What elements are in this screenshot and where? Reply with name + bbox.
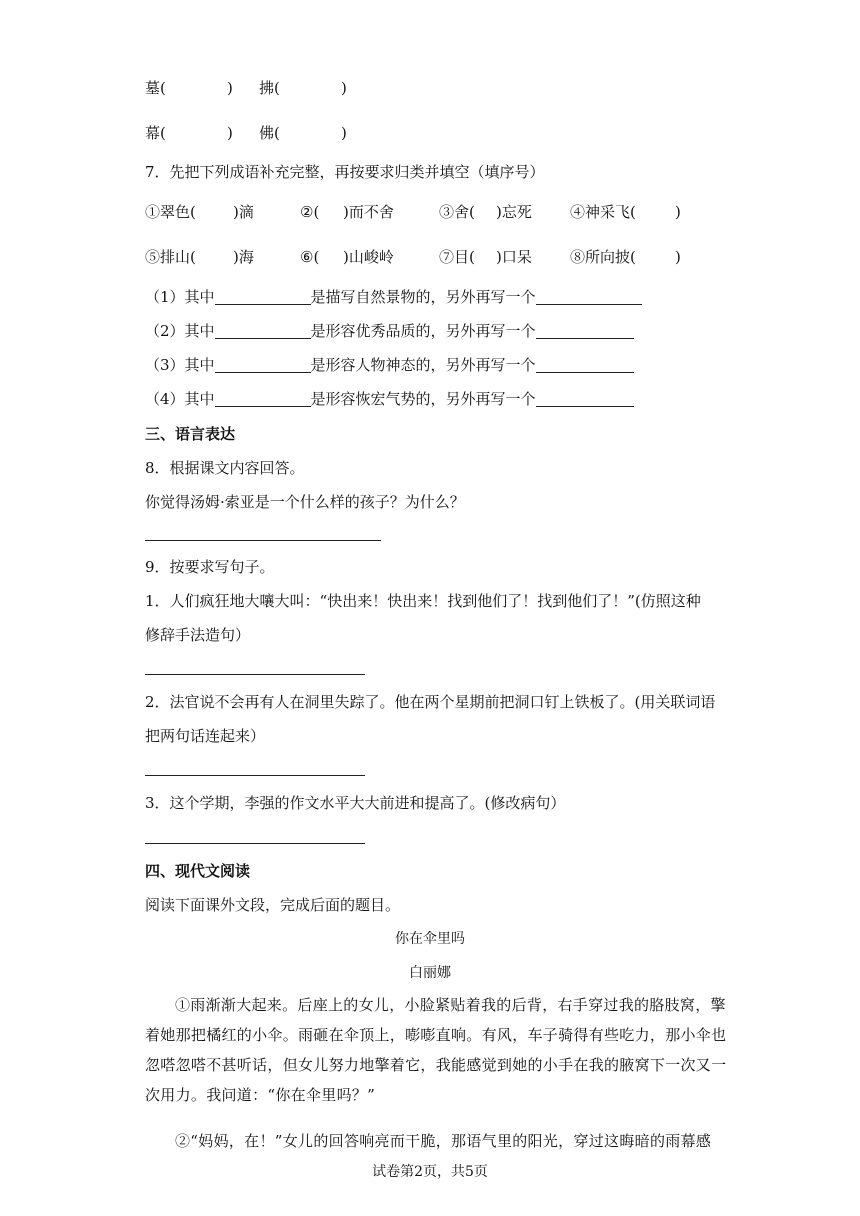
idiom-part: ) bbox=[675, 203, 681, 221]
sub-text: 是形容优秀品质的，另外再写一个 bbox=[310, 322, 536, 340]
sub-text: 是描写自然景物的，另外再写一个 bbox=[310, 288, 536, 306]
q9-s3: 3．这个学期，李强的作文水平大大前进和提高了。(修改病句） bbox=[145, 794, 566, 812]
answer-line[interactable] bbox=[145, 540, 381, 541]
q7-sub-4 bbox=[145, 389, 634, 409]
idiom-part: ⑥( bbox=[300, 248, 320, 266]
q9-s2-line-1: 2．法官说不会再有人在洞里失踪了。他在两个星期前把洞口钉上铁板了。(用关联词语 bbox=[145, 693, 716, 711]
idiom-part: ④神采飞( bbox=[570, 203, 636, 221]
passage-paragraph-1 bbox=[145, 990, 727, 1110]
sub-text: 是形容恢宏气势的，另外再写一个 bbox=[310, 390, 536, 408]
section-heading: 三、语言表达 bbox=[145, 425, 236, 443]
idiom-part: ③舍( bbox=[439, 203, 475, 221]
q9-s1-line-2: 修辞手法造句） bbox=[145, 626, 251, 644]
passage-line: 次用力。我问道：“你在伞里吗？” bbox=[145, 1086, 376, 1104]
sub-text: 是形容人物神态的，另外再写一个 bbox=[310, 356, 536, 374]
q6-char: 幕( bbox=[145, 124, 166, 142]
idiom-part: ⑧所向披( bbox=[570, 248, 636, 266]
idiom-part: ⑦目( bbox=[439, 248, 475, 266]
passage-line: 忽嗒忽嗒不甚听话，但女儿努力地擎着它，我能感觉到她的小手在我的腋窝下一次又一 bbox=[145, 1056, 727, 1074]
page-footer: 试卷第2页，共5页 bbox=[372, 1164, 488, 1180]
idiom-part: )而不舍 bbox=[343, 203, 394, 221]
idiom-part: )忘死 bbox=[496, 203, 532, 221]
answer-blank[interactable] bbox=[215, 356, 311, 373]
idiom-part: )口呆 bbox=[496, 248, 532, 266]
idiom-part: ) bbox=[675, 248, 681, 266]
idiom-part: )山峻岭 bbox=[343, 248, 394, 266]
passage-author: 白丽娜 bbox=[409, 965, 451, 981]
q6-close: ) bbox=[227, 124, 233, 142]
passage-paragraph-2 bbox=[145, 1126, 720, 1156]
q6-close: ) bbox=[341, 124, 347, 142]
passage-line: ②“妈妈，在！”女儿的回答响亮而干脆，那语气里的阳光，穿过这晦暗的雨幕感 bbox=[175, 1132, 712, 1150]
q9-s2-line-2: 把两句话连起来） bbox=[145, 727, 266, 745]
answer-blank[interactable] bbox=[215, 288, 311, 305]
answer-line[interactable] bbox=[145, 775, 365, 776]
idiom-part: ⑤排山( bbox=[145, 248, 196, 266]
q6-close: ) bbox=[227, 79, 233, 97]
q6-char: 佛( bbox=[259, 124, 280, 142]
sub-prefix: （3）其中 bbox=[145, 356, 215, 374]
answer-blank[interactable] bbox=[536, 390, 634, 407]
idiom-part: )海 bbox=[233, 248, 254, 266]
answer-blank[interactable] bbox=[536, 288, 642, 305]
passage-line: ①雨渐渐大起来。后座上的女儿，小脸紧贴着我的后背，右手穿过我的胳肢窝，擎 bbox=[175, 996, 726, 1014]
answer-line[interactable] bbox=[145, 674, 365, 675]
sub-prefix: （4）其中 bbox=[145, 390, 215, 408]
idiom-part: ②( bbox=[300, 203, 320, 221]
section-heading: 四、现代文阅读 bbox=[145, 862, 251, 880]
answer-blank[interactable] bbox=[536, 322, 634, 339]
q7-sub-2 bbox=[145, 321, 634, 341]
q7-title: 7．先把下列成语补充完整，再按要求归类并填空（填序号） bbox=[145, 163, 545, 181]
answer-blank[interactable] bbox=[215, 322, 311, 339]
q8-question: 你觉得汤姆·索亚是一个什么样的孩子？为什么？ bbox=[145, 493, 465, 511]
q6-char: 墓( bbox=[145, 79, 166, 97]
passage-title: 你在伞里吗 bbox=[395, 931, 465, 947]
q6-close: ) bbox=[341, 79, 347, 97]
q7-sub-3 bbox=[145, 355, 634, 375]
q6-char: 拂( bbox=[259, 79, 280, 97]
passage-line: 着她那把橘红的小伞。雨砸在伞顶上，嘭嘭直响。有风，车子骑得有些吃力，那小伞也 bbox=[145, 1026, 727, 1044]
sub-prefix: （1）其中 bbox=[145, 288, 215, 306]
answer-line[interactable] bbox=[145, 843, 365, 844]
sub-prefix: （2）其中 bbox=[145, 322, 215, 340]
answer-blank[interactable] bbox=[536, 356, 634, 373]
q7-sub-1 bbox=[145, 287, 642, 307]
q9-s1-line-1: 1．人们疯狂地大嚷大叫：“快出来！快出来！找到他们了！找到他们了！”(仿照这种 bbox=[145, 592, 701, 610]
answer-blank[interactable] bbox=[215, 390, 311, 407]
q8-title: 8．根据课文内容回答。 bbox=[145, 459, 305, 477]
idiom-part: ①翠色( bbox=[145, 203, 196, 221]
idiom-part: )滴 bbox=[233, 203, 254, 221]
q9-title: 9．按要求写句子。 bbox=[145, 558, 275, 576]
reading-intro: 阅读下面课外文段，完成后面的题目。 bbox=[145, 896, 401, 914]
